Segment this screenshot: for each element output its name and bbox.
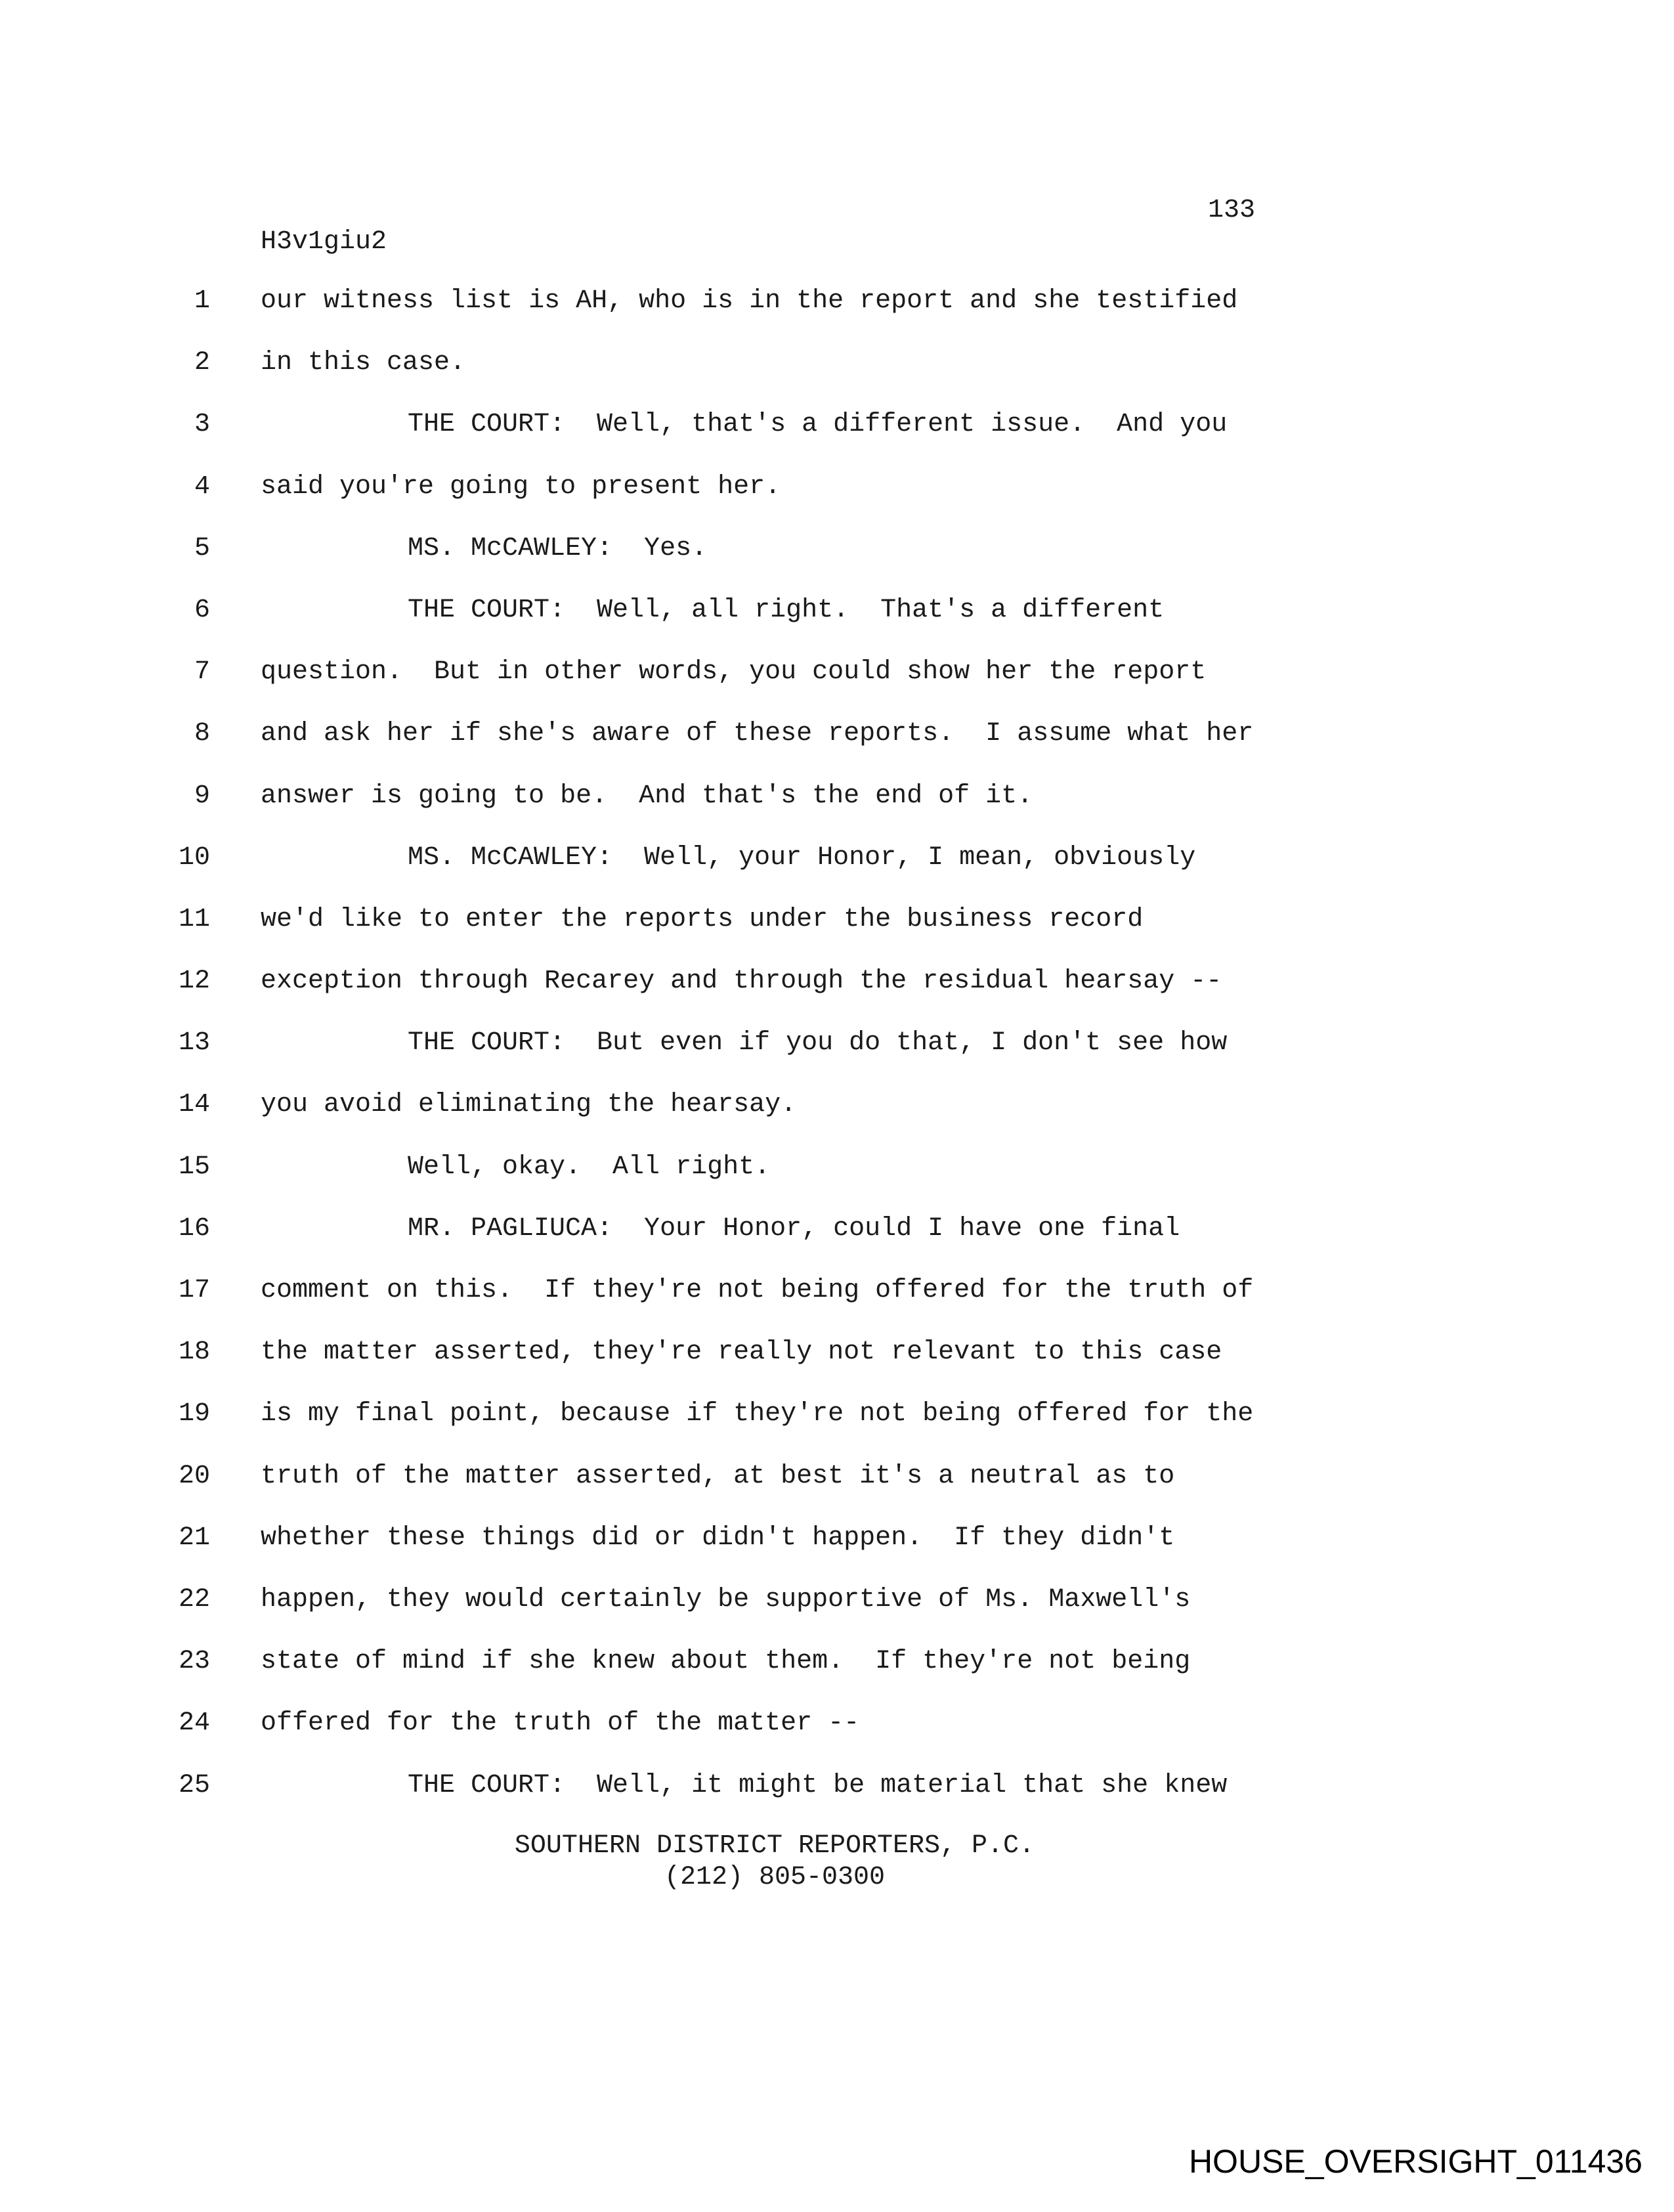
line-text: THE COURT: Well, all right. That's a different	[408, 595, 1165, 625]
line-text: and ask her if she's aware of these reports. I assume what her	[261, 719, 1254, 749]
line-number: 10	[178, 842, 210, 873]
line-text: you avoid eliminating the hearsay.	[261, 1090, 797, 1120]
line-number: 1	[194, 286, 210, 316]
line-number: 12	[178, 966, 210, 997]
transcript-line	[0, 843, 1674, 905]
transcript-line	[0, 1028, 1674, 1090]
document-code: H3v1giu2	[261, 227, 387, 257]
line-number: 11	[178, 904, 210, 934]
line-number: 8	[194, 719, 210, 749]
line-text: state of mind if she knew about them. If they're not being	[261, 1647, 1191, 1677]
line-number: 9	[194, 781, 210, 811]
line-text: offered for the truth of the matter --	[261, 1708, 860, 1739]
line-text: whether these things did or didn't happen. If they didn't	[261, 1523, 1175, 1553]
line-number: 21	[178, 1523, 210, 1553]
line-text: is my final point, because if they're not being offered for the	[261, 1399, 1254, 1429]
line-number: 20	[178, 1461, 210, 1491]
line-text: comment on this. If they're not being offered for the truth of	[261, 1276, 1254, 1305]
transcript-line	[0, 1276, 1674, 1337]
line-number: 16	[178, 1213, 210, 1244]
transcript-line	[0, 966, 1674, 1028]
transcript-line	[0, 472, 1674, 534]
line-text: THE COURT: But even if you do that, I don't see how	[408, 1028, 1228, 1058]
line-number: 25	[178, 1770, 210, 1800]
transcript-line	[0, 719, 1674, 781]
transcript-line	[0, 1337, 1674, 1399]
transcript-line	[0, 1771, 1674, 1832]
transcript-line	[0, 1585, 1674, 1647]
transcript-line	[0, 1214, 1674, 1276]
line-number: 7	[194, 657, 210, 687]
transcript-line	[0, 1523, 1674, 1585]
transcript-line	[0, 1647, 1674, 1708]
transcript-line	[0, 1462, 1674, 1523]
line-number: 23	[178, 1647, 210, 1677]
transcript-line	[0, 348, 1674, 410]
line-text: said you're going to present her.	[261, 471, 781, 502]
transcript-line	[0, 410, 1674, 471]
transcript-line	[0, 1152, 1674, 1214]
transcript-line	[0, 1090, 1674, 1152]
line-number: 24	[178, 1708, 210, 1739]
line-text: THE COURT: Well, it might be material that she knew	[408, 1770, 1228, 1800]
line-text: in this case.	[261, 348, 466, 378]
transcript-line	[0, 905, 1674, 966]
line-number: 2	[194, 348, 210, 378]
line-text: MS. McCAWLEY: Yes.	[408, 533, 708, 563]
reporter-footer	[0, 1831, 1549, 1894]
line-number: 19	[178, 1399, 210, 1429]
line-text: answer is going to be. And that's the end of it.	[261, 781, 1033, 811]
transcript-line	[0, 1708, 1674, 1770]
line-number: 15	[178, 1152, 210, 1182]
bates-number: HOUSE_OVERSIGHT_011436	[1188, 2143, 1642, 2180]
line-number: 6	[194, 595, 210, 625]
transcript-line	[0, 286, 1674, 348]
line-number: 18	[178, 1337, 210, 1368]
line-text: MR. PAGLIUCA: Your Honor, could I have one final	[408, 1213, 1180, 1244]
line-text: we'd like to enter the reports under the business record	[261, 904, 1144, 934]
line-number: 3	[194, 410, 210, 440]
transcript-line	[0, 1399, 1674, 1461]
line-number: 22	[178, 1584, 210, 1615]
line-number: 13	[178, 1028, 210, 1058]
line-text: MS. McCAWLEY: Well, your Honor, I mean, obviously	[408, 842, 1196, 873]
line-number: 14	[178, 1090, 210, 1120]
line-number: 4	[194, 471, 210, 502]
page-number: 133	[1208, 196, 1256, 225]
transcript-line	[0, 596, 1674, 657]
transcript-line	[0, 657, 1674, 719]
line-text: truth of the matter asserted, at best it's a neutral as to	[261, 1461, 1175, 1491]
line-text: the matter asserted, they're really not relevant to this case	[261, 1337, 1222, 1368]
line-text: happen, they would certainly be supportive of Ms. Maxwell's	[261, 1584, 1191, 1615]
line-number: 5	[194, 533, 210, 563]
line-text: question. But in other words, you could show her the report	[261, 657, 1207, 687]
reporter-name: SOUTHERN DISTRICT REPORTERS, P.C.	[514, 1831, 1035, 1861]
line-text: our witness list is AH, who is in the report and she testified	[261, 286, 1238, 316]
transcript-line	[0, 534, 1674, 596]
transcript-line	[0, 781, 1674, 843]
line-text: Well, okay. All right.	[408, 1152, 771, 1182]
line-text: THE COURT: Well, that's a different issue. And you	[408, 410, 1228, 440]
reporter-phone: (212) 805-0300	[664, 1863, 886, 1892]
transcript-lines	[0, 286, 1674, 1832]
line-number: 17	[178, 1276, 210, 1305]
line-text: exception through Recarey and through the residual hearsay --	[261, 966, 1222, 997]
